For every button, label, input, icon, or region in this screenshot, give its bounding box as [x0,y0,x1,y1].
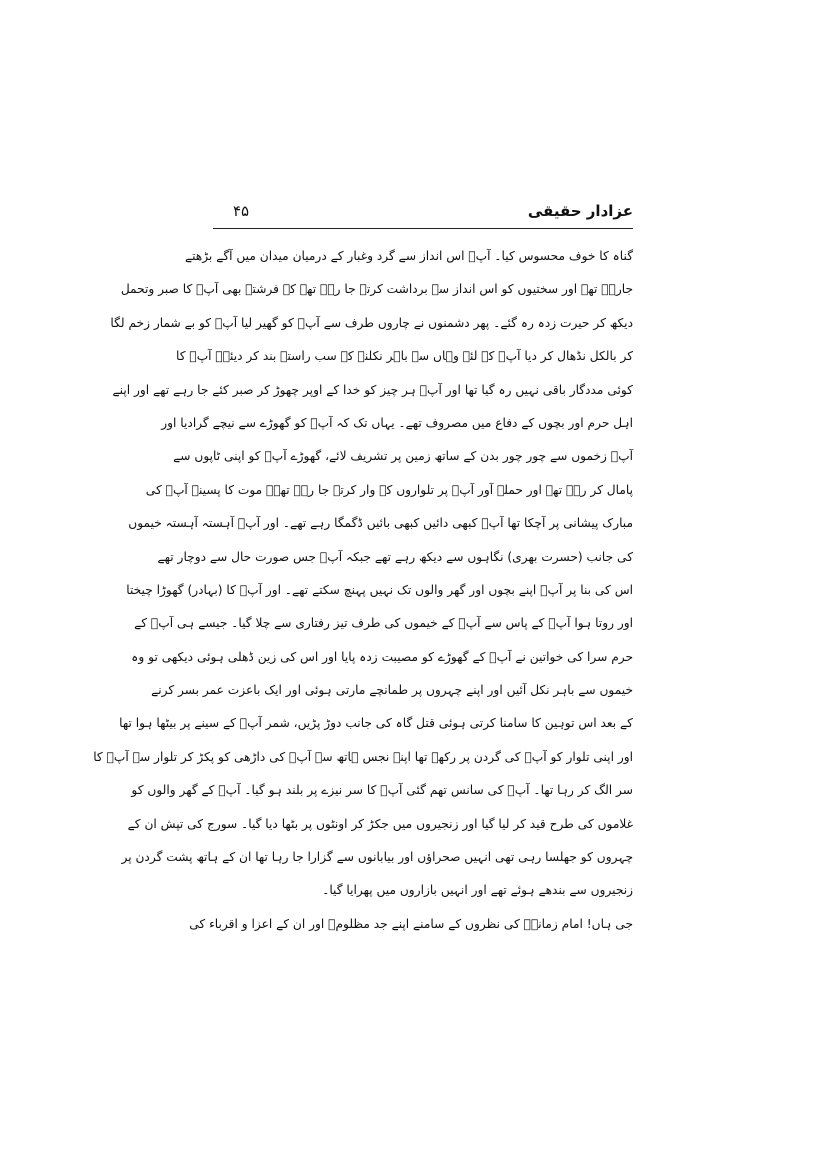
text-line: دیکھ کر حیرت زدہ رہ گئے۔ پھر دشمنوں نے چاروں طرف سے آپؑ کو گھیر لیا آپؑ کو بے شمار زخم لگا [110,315,633,330]
text-line: اور اپنی تلوار کو آپؑ کی گردن پر رکھے تھا اپنے نجس ہاتھ سے آپؑ کی داڑھی کو پکڑ کر تلوار سے آپؑ کا [93,749,633,764]
text-line: اس کی بنا پر آپؑ اپنے بچوں اور گھر والوں تک نہیں پہنچ سکتے تھے۔ اور آپؑ کا (بہادر) گھوڑا چیختا [126,582,633,597]
text-line: کر بالکل نڈھال کر دیا آپؑ کے لئے وہاں سے باہر نکلنے کے سب راستے بند کر دیئے۔ آپؑ کا [175,349,633,364]
running-title: عزادار حقیقی [527,202,633,220]
paragraph [93,240,633,908]
text-line: جی ہاں! امام زمانہؑ کی نظروں کے سامنے اپنے جد مظلومؑ اور ان کے اعزا و اقرباء کی [189,916,633,931]
text-line: آپؑ زخموں سے چور چور بدن کے ساتھ زمین پر تشریف لائے، گھوڑے آپؑ کو اپنی ٹاپوں سے [173,449,633,464]
text-line: سر الگ کر رہا تھا۔ آپؑ کی سانس تھم گئی آپؑ کا سر نیزے پر بلند ہو گیا۔ آپؑ کے گھر والوں کو [131,783,633,798]
text-line: غلاموں کی طرح قید کر لیا گیا اور زنجیروں میں جکڑ کر اونٹوں پر بٹھا دیا گیا۔ سورج کی تپش ان کے [127,816,633,831]
page-number: ۴۵ [233,202,250,220]
text-line: اور روتا ہوا آپؑ کے پاس سے آپؑ کے خیموں کی طرف تیز رفتاری سے چلا گیا۔ جیسے ہی آپؑ کے [134,616,633,631]
text-line: حرم سرا کی خواتین نے آپؑ کے گھوڑے کو مصیبت زدہ پایا اور اس کی زین ڈھلی ہوئی دیکھی تو وہ [131,649,633,664]
text-line: زنجیروں سے بندھے ہوئے تھے اور انہیں بازاروں میں پھرایا گیا۔ [322,883,633,898]
text-line: چہروں کو جھلسا رہی تھی انہیں صحراؤں اور بیابانوں سے گزارا جا رہا تھا ان کے ہاتھ پشت گردن پر [121,850,633,865]
page-header [213,200,633,229]
text-line: مبارک پیشانی پر آچکا تھا آپؑ کبھی دائیں کبھی بائیں ڈگمگا رہے تھے۔ اور آپؑ آہستہ آہستہ خیموں [128,516,633,531]
text-line: کے بعد اس توہین کا سامنا کرتی ہوئی قتل گاہ کی جانب دوڑ پڑیں، شمر آپؑ کے سینے پر بیٹھا ہوا تھا [119,716,633,731]
text-line: گناہ کا خوف محسوس کیا۔ آپؑ اس انداز سے گرد وغبار کے درمیان میدان میں آگے بڑھتے [184,249,633,263]
paragraph [189,908,633,941]
body-text [93,240,633,941]
text-line: پامال کر رہے تھے اور حملہ آور آپؑ پر تلواروں کے وار کرتے جا رہے تھے۔ موت کا پسینہ آپؑ کی [145,482,633,497]
text-line: خیموں سے باہر نکل آئیں اور اپنے چہروں پر طمانچے مارتی ہوئی اور ایک باعزت عمر بسر کرنے [151,683,633,698]
text-line: کوئی مددگار باقی نہیں رہ گیا تھا اور آپؑ ہر چیز کو خدا کے اوپر چھوڑ کر صبر کئے جا رہے تھے اور اپنے [112,382,633,397]
text-line: جارہے تھے اور سختیوں کو اس انداز سے برداشت کرتے جا رہے تھے کہ فرشتے بھی آپؑ کا صبر وتحمل [120,282,633,297]
text-line: کی جانب (حسرت بھری) نگاہوں سے دیکھ رہے تھے جبکہ آپؑ جس صورت حال سے دوچار تھے [157,549,633,564]
text-line: اہل حرم اور بچوں کے دفاع میں مصروف تھے۔ یہاں تک کہ آپؑ کو گھوڑے سے نیچے گرادیا اور [161,415,633,430]
